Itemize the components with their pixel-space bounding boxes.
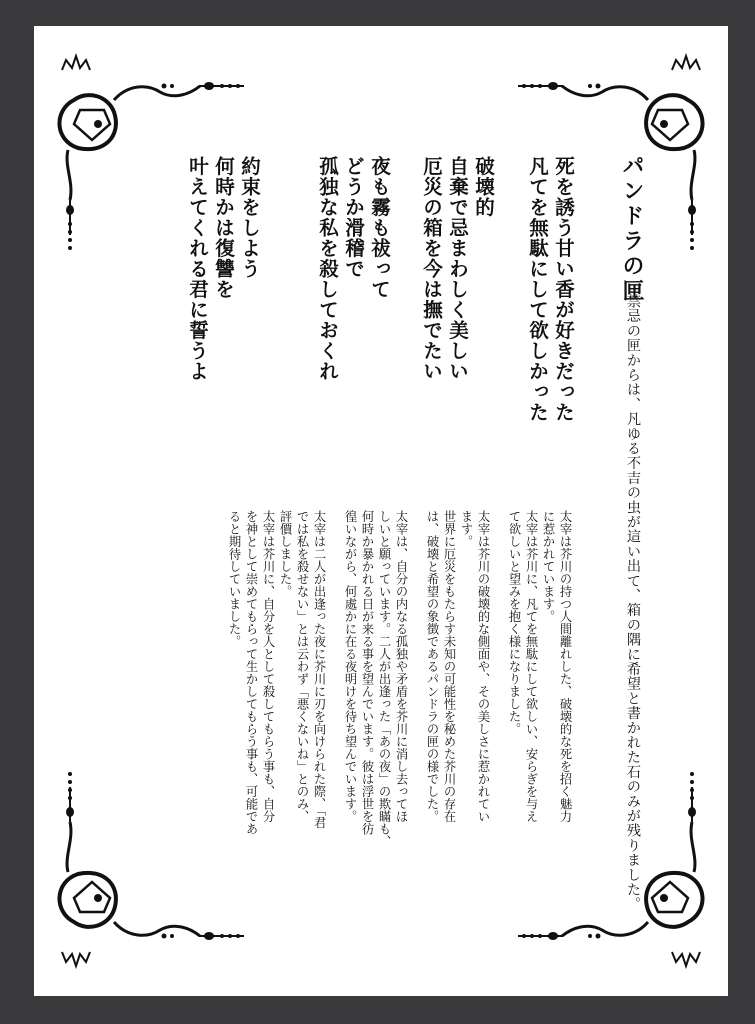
poem-line: 叶えてくれる君に誓うよ: [186, 156, 209, 382]
body-line: 太宰は芥川に、凡てを無駄にして欲しい、安らぎを与え: [524, 510, 538, 823]
ornament-top-left-icon: [44, 40, 254, 270]
poem-line: 凡てを無駄にして欲しかった: [526, 156, 549, 423]
body-line: では私を殺せない」とは云わず「悪くないね」とのみ、: [295, 510, 309, 823]
body-line: て欲しいと望みを抱く様になりました。: [507, 510, 521, 735]
ornament-bottom-right-icon: [508, 752, 718, 982]
ornament-bottom-left-icon: [44, 752, 254, 982]
poem-line: 破壊的: [472, 156, 495, 218]
poem-line: 自棄で忌まわしく美しい: [446, 156, 469, 382]
body-line: 太宰は二人が出逢った夜に芥川に刃を向けられた際、「君: [312, 510, 326, 829]
poem-line: 約束をしよう: [238, 156, 261, 279]
poem-line: 夜も霧も祓って: [368, 156, 391, 300]
body-line: ると期待していました。: [227, 510, 241, 648]
body-line: は、破壊と希望の象徴であるパンドラの匣の様でした。: [425, 510, 439, 823]
intro-text: 禁忌の匣からは、凡ゆる不吉の虫が這い出て、箱の隅に希望と書かれた石のみが残りました。: [625, 294, 641, 912]
body-line: 太宰は芥川の持つ人間離れした、破壊的な死を招く魅力: [558, 510, 572, 823]
page-title: パンドラの匣: [619, 154, 644, 304]
poem-line: どうか滑稽で: [342, 156, 365, 279]
poem-line: 死を誘う甘い香が好きだった: [552, 156, 575, 423]
body-line: 世界に厄災をもたらす未知の可能性を秘めた芥川の存在: [442, 510, 456, 823]
body-line: 何時か暴かれる日が来る事を望んでいます。彼は浮世を彷: [360, 510, 374, 835]
body-line: に惹かれています。: [541, 510, 555, 623]
body-line: 徨いながら、何處かに在る夜明けを待ち望んでいます。: [343, 510, 357, 823]
ornament-top-right-icon: [508, 40, 718, 270]
body-line: を神として崇めてもらって生かしてもらう事も、可能であ: [244, 510, 258, 835]
poem-line: 厄災の箱を今は撫でたい: [420, 156, 443, 382]
body-line: 太宰は芥川に、自分を人として殺してもらう事も、自分: [261, 510, 275, 823]
body-line: 太宰は芥川の破壊的な側面や、その美しさに惹かれてい: [476, 510, 490, 823]
body-line: 評價しました。: [278, 510, 292, 598]
poem-line: 何時かは復讐を: [212, 156, 235, 300]
body-line: ます。: [459, 510, 473, 548]
poem-line: 孤独な私を殺しておくれ: [316, 156, 339, 382]
body-line: 太宰は、自分の内なる孤独や矛盾を芥川に消し去ってほ: [394, 510, 408, 823]
page: [34, 26, 728, 996]
body-line: しいと願っています。二人が出逢った「あの夜」の欺瞞も、: [377, 510, 391, 848]
